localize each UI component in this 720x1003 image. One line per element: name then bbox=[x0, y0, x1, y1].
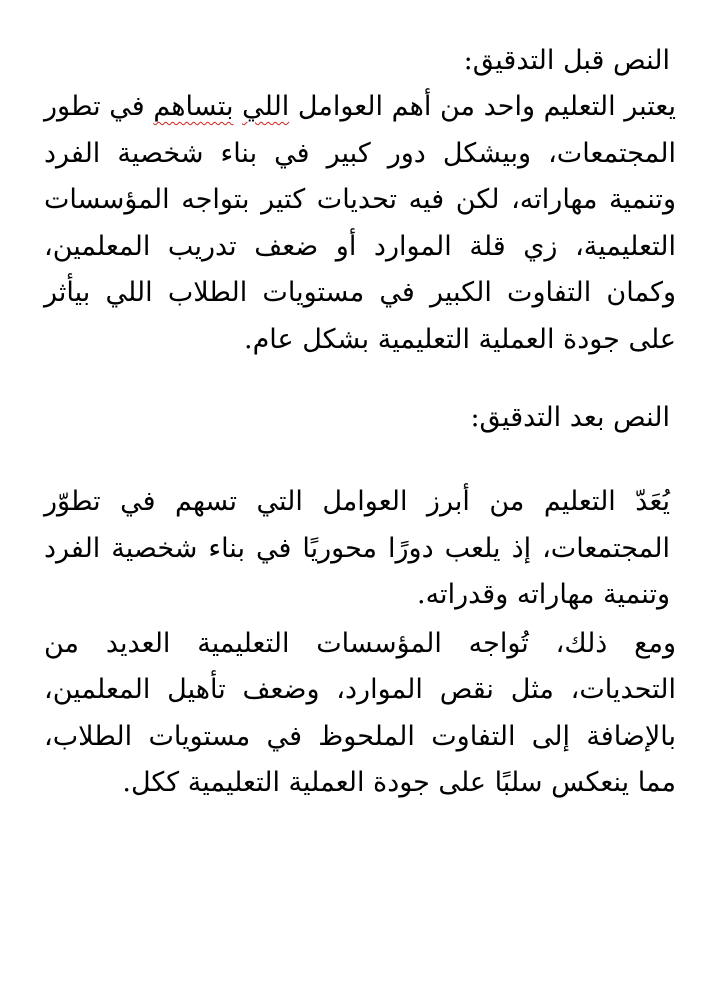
spellcheck-flagged-word[interactable]: بتساهم bbox=[153, 91, 234, 122]
text-segment-end: في تطور المجتمعات، وبيشكل دور كبير في بناء شخصية الفرد وتنمية مهاراته، لكن فيه تحديات كتير بتواجه المؤسسات التعليمية، زي قلة الموارد أو ضعف تدريب المعلمين، وكمان التفاوت الكبير في مستويات الطلاب اللي بيأثر على جودة العملية التعليمية بشكل عام. bbox=[44, 91, 676, 355]
paragraph-after-review-1: يُعَدّ التعليم من أبرز العوامل التي تسهم في تطوّر المجتمعات، إذ يلعب دورًا محوريًا في بناء شخصية الفرد وتنمية مهاراته وقدراته. bbox=[44, 486, 670, 610]
text-space bbox=[234, 91, 243, 122]
section-before-review bbox=[44, 38, 676, 363]
paragraph-before-review bbox=[44, 84, 676, 363]
spellcheck-flagged-word[interactable]: اللي bbox=[242, 91, 290, 122]
paragraph-after-review-2: ومع ذلك، تُواجه المؤسسات التعليمية العديد من التحديات، مثل نقص الموارد، وضعف تأهيل المعلمين، بالإضافة إلى التفاوت الملحوظ في مستويات الطلاب، مما ينعكس سلبًا على جودة العملية التعليمية ككل. bbox=[44, 627, 676, 798]
heading-before-review: النص قبل التدقيق: bbox=[463, 45, 670, 76]
heading-after-review: النص بعد التدقيق: bbox=[470, 402, 670, 433]
document-page bbox=[44, 38, 676, 807]
text-segment-start: يعتبر التعليم واحد من أهم العوامل bbox=[289, 91, 676, 122]
section-after-review bbox=[44, 395, 676, 807]
